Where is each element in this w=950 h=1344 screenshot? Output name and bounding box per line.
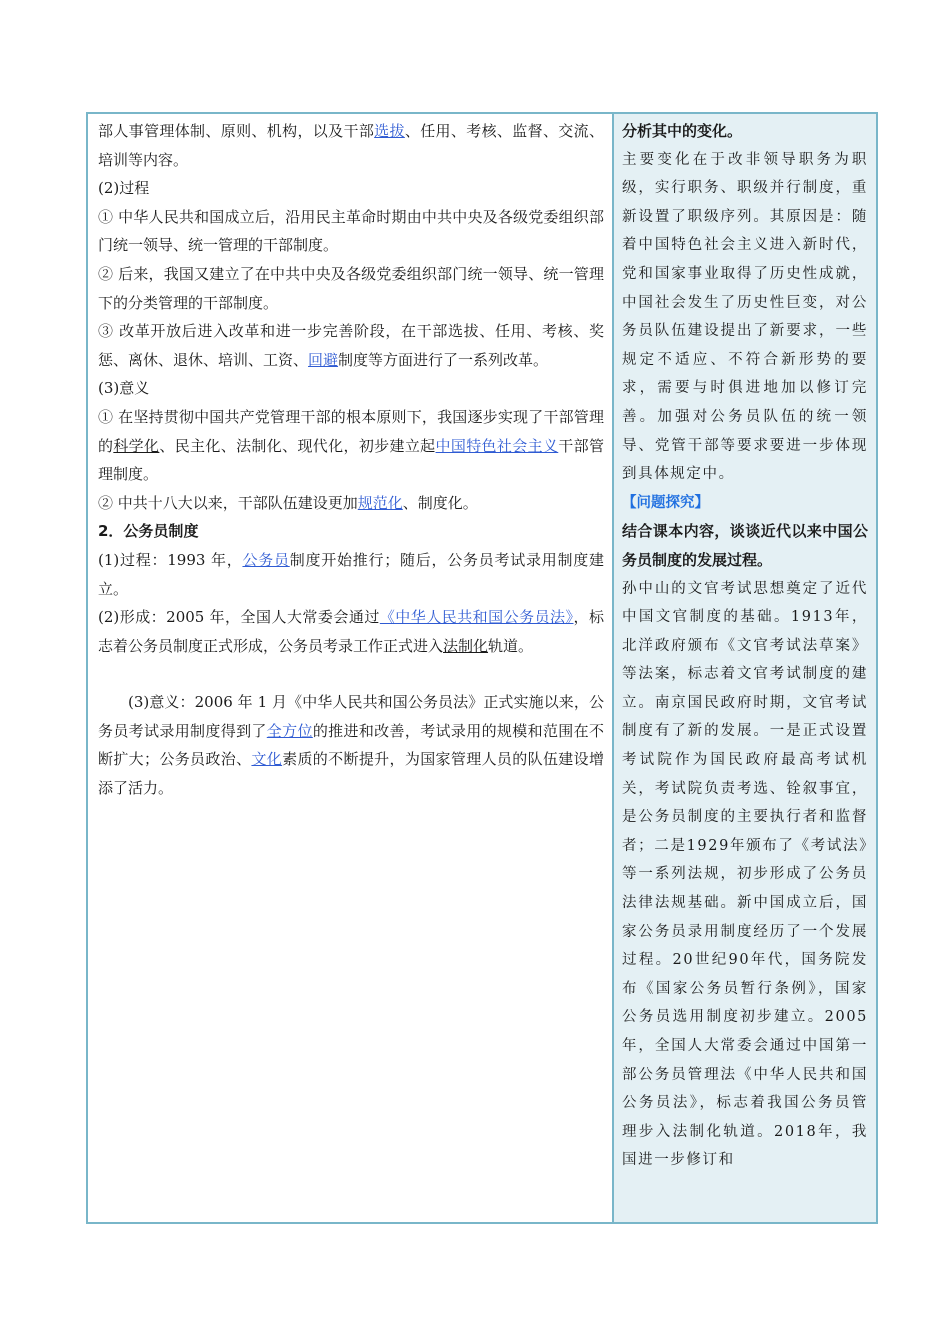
civil-servant-meaning: (3)意义：2006 年 1 月《中华人民共和国公务员法》正式实施以来，公务员考试录用制度得到了全方位的推进和改善，考试录用的规模和范围在不断扩大；公务员政治、文化素质的不断提升，为国家管理人员的队伍建设增添了活力。 [98, 693, 604, 798]
analysis-answer: 主要变化在于改非领导职务为职级，实行职务、职级并行制度，重新设置了职级序列。其原因是：随着中国特色社会主义进入新时代，党和国家事业取得了历史性成就，中国社会发生了历史性巨变，对公务员队伍建设提出了新要求，一些规定不适应、不符合新形势的要求，需要与时俱进地加以修订完善。加强对公务员队伍的统一领导、党管干部等要求要进一步体现到具体规定中。 [622, 151, 868, 483]
process-item-1: ① 中华人民共和国成立后，沿用民主革命时期由中共中央及各级党委组织部门统一领导、统一管理的干部制度。 [98, 207, 604, 255]
section-2-heading: 2．公务员制度 [98, 522, 199, 541]
meaning-item-1: ① 在坚持贯彻中国共产党管理干部的根本原则下，我国逐步实现了干部管理的科学化、民主化、法制化、现代化，初步建立起中国特色社会主义干部管理制度。 [98, 407, 604, 484]
inquiry-question: 结合课本内容，谈谈近代以来中国公务员制度的发展过程。 [622, 522, 868, 569]
process-heading: (2)过程 [98, 179, 150, 198]
inquiry-answer: 孙中山的文官考试思想奠定了近代中国文官制度的基础。1913年，北洋政府颁布《文官考试法草案》等法案，标志着文官考试制度的建立。南京国民政府时期，文官考试制度有了新的发展。一是正式设置考试院作为国民政府最高考试机关，考试院负责考选、铨叙事宜，是公务员制度的主要执行者和监督者；二是1929年颁布了《考试法》等一系列法规，初步形成了公务员法律法规基础。新中国成立后，国家公务员录用制度经历了一个发展过程。20世纪90年代，国务院发布《国家公务员暂行条例》，国家公务员选用制度初步建立。2005年，全国人大常委会通过中国第一部公务员管理法《中华人民共和国公务员法》，标志着我国公务员管理步入法制化轨道。2018年，我国进一步修订和 [622, 580, 868, 1169]
link-selection[interactable]: 选拔 [374, 122, 405, 140]
civil-servant-process: (1)过程：1993 年，公务员制度开始推行；随后，公务员考试录用制度建立。 [98, 550, 604, 598]
analysis-heading: 分析其中的变化。 [622, 122, 743, 140]
content-table [86, 112, 878, 1224]
link-civil-servant-law[interactable]: 《中华人民共和国公务员法》 [379, 608, 574, 627]
paragraph-cadre-content: 部人事管理体制、原则、机构，以及干部选拔、任用、考核、监督、交流、培训等内容。 [98, 122, 604, 169]
meaning-heading: (3)意义 [98, 379, 150, 398]
link-standardization[interactable]: 规范化 [357, 493, 403, 512]
link-socialism[interactable]: 中国特色社会主义 [435, 436, 559, 455]
link-culture[interactable]: 文化 [251, 750, 283, 769]
question-tag: 【问题探究】 [622, 494, 709, 511]
left-column [88, 114, 614, 1222]
link-all-round[interactable]: 全方位 [266, 721, 313, 740]
right-column [614, 114, 876, 1222]
process-item-2: ② 后来，我国又建立了在中共中央及各级党委组织部门统一领导、统一管理下的分类管理的干部制度。 [98, 264, 604, 312]
spacer [98, 660, 604, 688]
link-civil-servant[interactable]: 公务员 [242, 550, 290, 569]
civil-servant-formation: (2)形成：2005 年，全国人大常委会通过《中华人民共和国公务员法》，标志着公务员制度正式形成，公务员考录工作正式进入法制化轨道。 [98, 608, 604, 655]
link-avoidance[interactable]: 回避 [308, 350, 339, 369]
meaning-item-2: ② 中共十八大以来，干部队伍建设更加规范化、制度化。 [98, 493, 478, 512]
process-item-3: ③ 改革开放后进入改革和进一步完善阶段，在干部选拔、任用、考核、奖惩、离休、退休、培训、工资、回避制度等方面进行了一系列改革。 [98, 322, 604, 369]
